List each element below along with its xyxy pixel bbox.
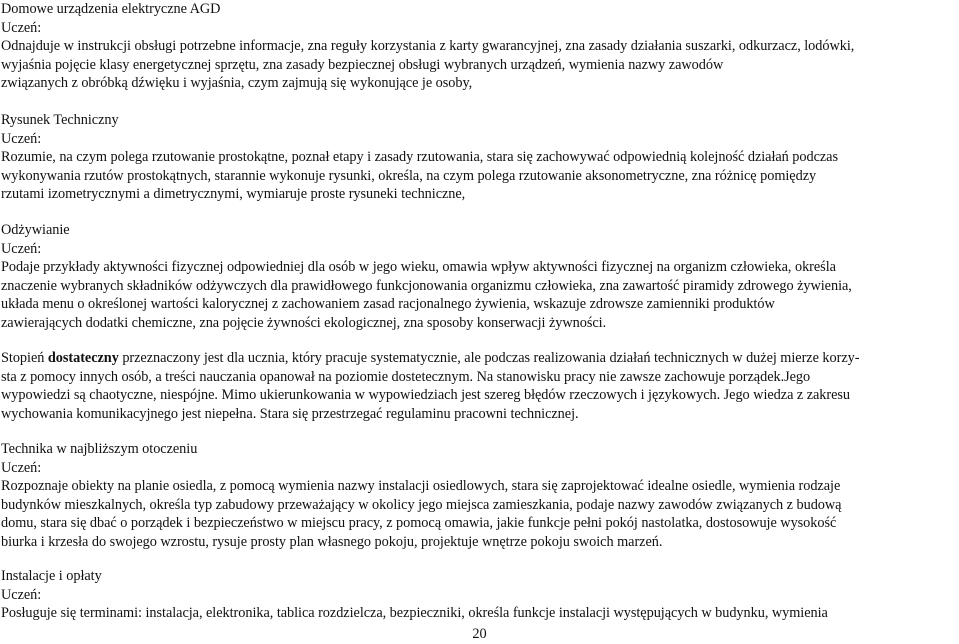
section-label: Uczeń: <box>1 586 42 603</box>
paragraph-line: znaczenie wybranych składników odżywczych dla prawidłowego funkcjonowania organizmu człowieka, zna zawartość piramidy zdrowego żywienia, <box>1 277 852 294</box>
section-title: Odżywianie <box>1 222 70 238</box>
section-grade-dostateczny <box>1 349 956 423</box>
paragraph-line: Posługuje się terminami: instalacja, elektronika, tablica rozdzielcza, bezpieczniki, określa funkcje instalacji występujących w budynku, wymienia <box>1 605 828 622</box>
paragraph-line: układa menu o określonej wartości kalorycznej z zachowaniem zasad racjonalnego żywienia, wskazuje zdrowsze zamienniki produktów <box>1 296 775 313</box>
paragraph-line: wychowania komunikacyjnego jest niepełna. Stara się przestrzegać regulaminu pracowni technicznej. <box>1 405 579 422</box>
paragraph-line: wyjaśnia pojęcie klasy energetycznej sprzętu, zna zasady bezpiecznej obsługi wybranych urządzeń, wymienia nazwy zawodów <box>1 56 724 73</box>
section-label: Uczeń: <box>1 240 42 257</box>
section-title: Technika w najbliższym otoczeniu <box>1 441 198 457</box>
section-label: Uczeń: <box>1 19 42 36</box>
section-title: Domowe urządzenia elektryczne AGD <box>1 1 221 17</box>
paragraph-line: sta z pomocy innych osób, a treści nauczania opanował na poziomie dostetecznym. Na stanowisku pracy nie zawsze zachowuje porządek.Jego <box>1 368 811 385</box>
section-technika-w-otoczeniu <box>1 440 956 552</box>
paragraph-line: Rozpoznaje obiekty na planie osiedla, z pomocą wymienia nazwy instalacji osiedlowych, stara się zaprojektować idealne osiedle, wymienia rodzaje <box>1 478 841 495</box>
paragraph-line: Odnajduje w instrukcji obsługi potrzebne informacje, zna reguły korzystania z karty gwarancyjnej, zna zasady działania suszarki, odkurzacz, lodówki, <box>1 38 855 55</box>
paragraph-line: domu, stara się dbać o porządek i bezpieczeństwo w miejscu pracy, z pomocą omawia, jakie funkcje pełni pokój nastolatka, dostosowuje wysokość <box>1 515 837 532</box>
grade-intro-text: Stopień <box>1 350 48 366</box>
paragraph-line: budynków mieszkalnych, określa typ zabudowy przeważający w okolicy jego miejsca zamieszkania, podaje nazwy zawodów związanych z budową <box>1 496 842 513</box>
paragraph-line: Rozumie, na czym polega rzutowanie prostokątne, poznał etapy i zasady rzutowania, stara się zachowywać odpowiednią kolejność działań podczas <box>1 149 838 166</box>
section-instalacje-i-oplaty <box>1 567 956 623</box>
paragraph-line: wypowiedzi są chaotyczne, niespójne. Mimo ukierunkowania w wypowiedziach jest szereg błędów rzeczowych i językowych. Jego wiedza z zakresu <box>1 387 851 404</box>
section-odzywianie <box>1 221 956 333</box>
grade-description-text: przeznaczony jest dla ucznia, który pracuje systematycznie, ale podczas realizowania działań technicznych w dużej mierze korzy- <box>118 350 860 366</box>
paragraph-line <box>1 349 956 368</box>
paragraph-line: Podaje przykłady aktywności fizycznej odpowiedniej dla osób w jego wieku, omawia wpływ aktywności fizycznej na organizm człowieka, określa <box>1 259 836 276</box>
section-rysunek-techniczny <box>1 111 956 204</box>
section-title: Rysunek Techniczny <box>1 112 119 128</box>
paragraph-line: rzutami izometrycznymi a dimetrycznymi, wymiaruje proste rysuneki techniczne, <box>1 186 466 203</box>
grade-name: dostateczny <box>47 350 119 366</box>
section-label: Uczeń: <box>1 130 42 147</box>
paragraph-line: zawierających dodatki chemiczne, zna pojęcie żywności ekologicznej, zna sposoby konserwacji żywności. <box>1 314 607 331</box>
section-agd <box>1 0 956 93</box>
page-number: 20 <box>472 626 487 642</box>
section-label: Uczeń: <box>1 459 42 476</box>
section-title: Instalacje i opłaty <box>1 568 102 584</box>
paragraph-line: związanych z obróbką dźwięku i wyjaśnia, czym zajmują się wykonujące je osoby, <box>1 75 473 92</box>
paragraph-line: wykonywania rzutów prostokątnych, starannie wykonuje rysunki, określa, na czym polega rzutowanie aksonometryczne, zna różnicę pomiędzy <box>1 167 817 184</box>
paragraph-line: biurka i krzesła do swojego wzrostu, rysuje prosty plan własnego pokoju, projektuje wnętrze pokoju swoich marzeń. <box>1 533 663 550</box>
